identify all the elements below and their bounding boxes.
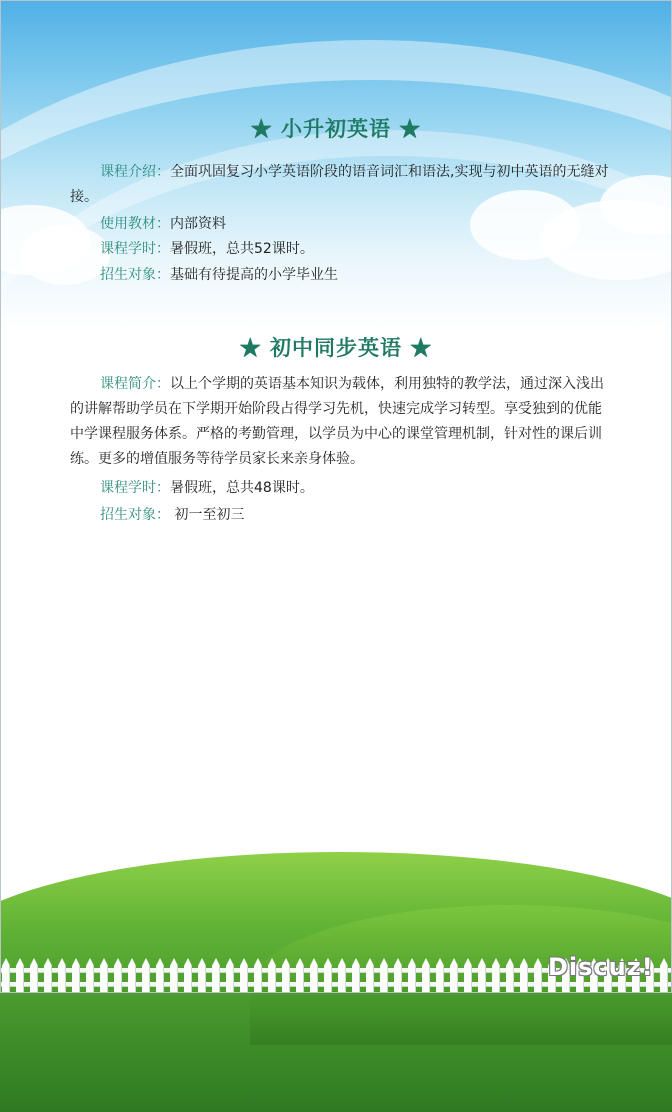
section1-intro-text: 全面巩固复习小学英语阶段的语音词汇和语法,实现与初中英语的无缝对接。: [70, 164, 609, 205]
cloud: [20, 225, 110, 285]
fence-picket: [44, 958, 52, 993]
fence-picket: [338, 958, 346, 993]
fence-picket: [114, 958, 122, 993]
fence-picket: [156, 958, 164, 993]
fence-picket: [478, 958, 486, 993]
fence-picket: [450, 958, 458, 993]
fence-picket: [492, 958, 500, 993]
section1-title: ★ 小升初英语 ★: [250, 116, 422, 141]
section1-target-value: 基础有待提高的小学毕业生: [170, 267, 338, 283]
fence-picket: [422, 958, 430, 993]
fence-picket: [324, 958, 332, 993]
fence-picket: [282, 958, 290, 993]
fence-picket: [254, 958, 262, 993]
section1-target-label: 招生对象：: [100, 267, 170, 283]
fence-picket: [198, 958, 206, 993]
fence-picket: [394, 958, 402, 993]
fence-picket: [16, 958, 24, 993]
fence-picket: [58, 958, 66, 993]
fence-picket: [534, 958, 542, 993]
section2-intro-text: 以上个学期的英语基本知识为载体，利用独特的教学法，通过深入浅出的讲解帮助学员在下学期开始阶段占得学习先机，快速完成学习转型。享受独到的优能中学课程服务体系。严格的考勤管理，以学员为中心的课堂管理机制，针对性的课后训练。更多的增值服务等待学员家长来亲身体验。: [70, 376, 604, 467]
fence-picket: [436, 958, 444, 993]
fence-picket: [170, 958, 178, 993]
fence-picket: [408, 958, 416, 993]
section1-material-value: 内部资料: [170, 216, 226, 232]
fence-picket: [142, 958, 150, 993]
fence-picket: [128, 958, 136, 993]
section1-intro: [70, 160, 610, 210]
fence-picket: [72, 958, 80, 993]
fence-picket: [30, 958, 38, 993]
section2-intro-label: 课程简介：: [100, 376, 170, 392]
section1-hours-label: 课程学时：: [100, 241, 170, 257]
section1-hours: [100, 237, 314, 262]
section1-material: [100, 212, 226, 237]
section2-target: [100, 503, 244, 528]
fence-picket: [100, 958, 108, 993]
fence-picket: [380, 958, 388, 993]
section1-intro-label: 课程介绍：: [100, 164, 170, 180]
fence-picket: [310, 958, 318, 993]
section2-target-label: 招生对象：: [100, 507, 170, 523]
section2-hours: [100, 476, 314, 501]
section2-intro: [70, 372, 610, 472]
fence-picket: [366, 958, 374, 993]
section1-target: [100, 263, 338, 288]
fence-picket: [212, 958, 220, 993]
fence-picket: [268, 958, 276, 993]
fence-picket: [660, 958, 668, 993]
fence-picket: [520, 958, 528, 993]
fence-picket: [2, 958, 10, 993]
fence-picket: [352, 958, 360, 993]
section2-target-value: 初一至初三: [170, 507, 245, 523]
fence-picket: [464, 958, 472, 993]
fence-picket: [240, 958, 248, 993]
section2-hours-value: 暑假班，总共48课时。: [170, 480, 314, 496]
fence-picket: [296, 958, 304, 993]
section2-title: ★ 初中同步英语 ★: [239, 335, 433, 360]
section2-hours-label: 课程学时：: [100, 480, 170, 496]
fence-picket: [184, 958, 192, 993]
fence-picket: [506, 958, 514, 993]
fence-picket: [226, 958, 234, 993]
section1-hours-value: 暑假班，总共52课时。: [170, 241, 314, 257]
discuz-watermark: Discuz!: [548, 953, 654, 981]
section1-material-label: 使用教材：: [100, 216, 170, 232]
fence-picket: [86, 958, 94, 993]
